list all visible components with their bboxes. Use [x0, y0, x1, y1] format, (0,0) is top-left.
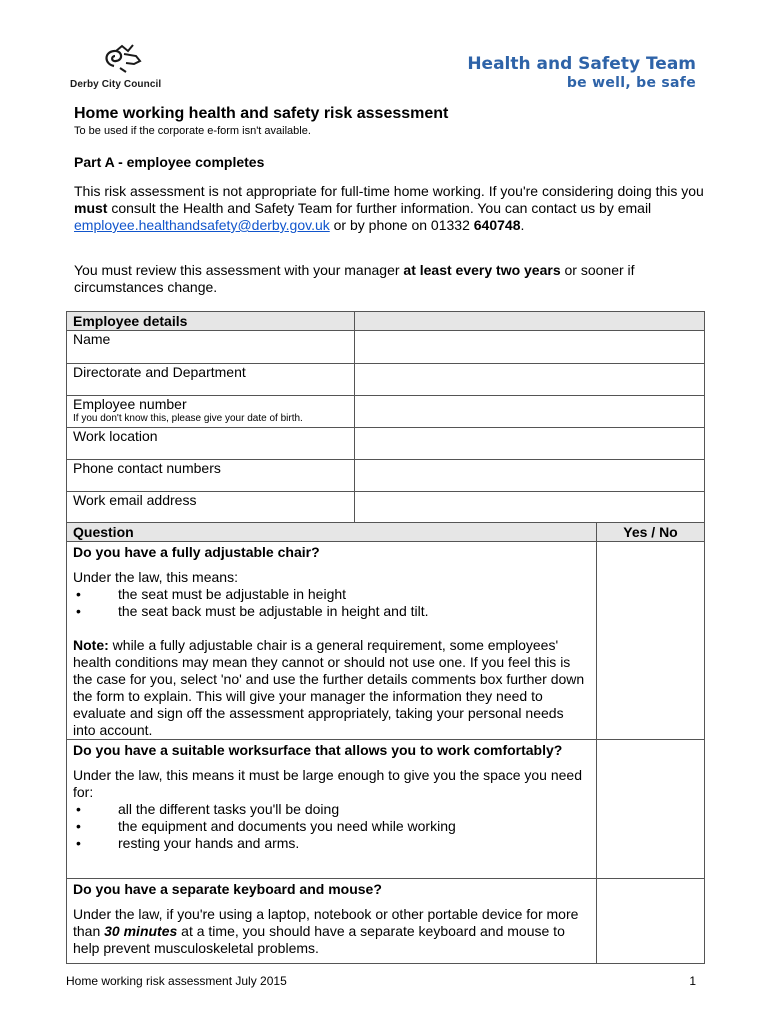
answer-keyboard[interactable] — [597, 879, 705, 964]
footer-text: Home working risk assessment July 2015 — [66, 974, 287, 988]
document-subtitle: To be used if the corporate e-form isn't available. — [74, 125, 311, 137]
intro-text-3: or by phone on 01332 — [329, 217, 474, 233]
page-number: 1 — [689, 974, 696, 988]
bullet-list — [73, 586, 590, 620]
team-tagline: be well, be safe — [566, 75, 696, 91]
question-row-keyboard — [67, 879, 705, 964]
question-text — [73, 906, 590, 957]
list-item: • the seat must be adjustable in height — [73, 586, 590, 603]
ram-logo-icon — [100, 42, 144, 76]
intro-text-4: . — [520, 217, 525, 233]
note-text: while a fully adjustable chair is a general requirement, some employees' health conditions may mean they cannot or should not use one. If you feel this is the case for you, select 'no' and use the further details comments box further down the form to explain. This will give your manager the information they need to evaluate and sign off the assessment appropriately, taking your personal needs into account. — [73, 637, 585, 738]
work-location-field[interactable] — [355, 428, 705, 460]
review-period: at least every two years — [403, 262, 561, 278]
table-row — [67, 428, 705, 460]
review-text-2: or sooner if circumstances change. — [74, 262, 635, 295]
question-intro: Under the law, this means it must be large enough to give you the space you need for: — [73, 767, 582, 800]
duration-emphasis: 30 minutes — [104, 923, 178, 939]
phone-field[interactable] — [355, 460, 705, 492]
question-text-b: at a time, you should have a separate keyboard and mouse to help prevent musculoskeletal problems. — [73, 923, 565, 956]
phone-number: 640748 — [473, 217, 521, 233]
work-location-label: Work location — [67, 428, 355, 460]
employee-number-label: Employee number — [73, 396, 187, 412]
phone-label: Phone contact numbers — [67, 460, 355, 492]
employee-details-heading: Employee details — [67, 312, 355, 331]
table-row — [67, 364, 705, 396]
name-label: Name — [67, 331, 355, 364]
question-title: Do you have a fully adjustable chair? — [73, 544, 320, 560]
table-row — [67, 331, 705, 364]
team-name: Health and Safety Team — [467, 54, 696, 74]
list-item: • all the different tasks you'll be doing — [73, 801, 590, 818]
table-row — [67, 396, 705, 428]
part-a-heading: Part A - employee completes — [74, 154, 265, 170]
question-note — [73, 637, 590, 739]
bullet-list — [73, 801, 590, 852]
table-row — [67, 460, 705, 492]
document-title: Home working health and safety risk assessment — [74, 105, 449, 122]
questions-header — [67, 523, 705, 542]
answer-worksurface[interactable] — [597, 740, 705, 879]
question-worksurface — [67, 740, 597, 879]
intro-text-2: consult the Health and Safety Team for further information. You can contact us by email — [107, 200, 652, 216]
directorate-label: Directorate and Department — [67, 364, 355, 396]
question-text-a: Under the law, if you're using a laptop, notebook or other portable device for more than — [73, 906, 579, 939]
question-chair — [67, 542, 597, 740]
council-name: Derby City Council — [70, 79, 162, 90]
questions-table — [66, 522, 705, 964]
intro-must: must — [74, 200, 108, 216]
question-keyboard — [67, 879, 597, 964]
list-item: • the equipment and documents you need while working — [73, 818, 590, 835]
list-item: • the seat back must be adjustable in height and tilt. — [73, 603, 590, 620]
employee-details-header — [67, 312, 705, 331]
note-label: Note: — [73, 637, 109, 653]
intro-paragraph-2 — [74, 262, 704, 296]
yes-no-column-heading: Yes / No — [597, 523, 705, 542]
question-row-chair — [67, 542, 705, 740]
name-field[interactable] — [355, 331, 705, 364]
question-row-worksurface — [67, 740, 705, 879]
email-label: Work email address — [67, 492, 355, 524]
question-intro: Under the law, this means: — [73, 569, 238, 585]
employee-number-note: If you don't know this, please give your date of birth. — [73, 413, 303, 424]
question-column-heading: Question — [67, 523, 597, 542]
intro-paragraph-1 — [74, 183, 704, 234]
intro-text: This risk assessment is not appropriate for full-time home working. If you're considering doing this you — [74, 183, 704, 199]
list-item: • resting your hands and arms. — [73, 835, 590, 852]
email-field[interactable] — [355, 492, 705, 524]
email-link[interactable]: employee.healthandsafety@derby.gov.uk — [74, 217, 330, 233]
question-title: Do you have a separate keyboard and mouse? — [73, 881, 382, 897]
team-header — [467, 54, 696, 92]
employee-number-cell — [67, 396, 355, 428]
review-text: You must review this assessment with your manager — [74, 262, 404, 278]
answer-chair[interactable] — [597, 542, 705, 740]
table-row — [67, 492, 705, 524]
directorate-field[interactable] — [355, 364, 705, 396]
council-logo — [70, 42, 180, 94]
page-footer — [66, 974, 696, 988]
employee-number-field[interactable] — [355, 396, 705, 428]
question-title: Do you have a suitable worksurface that allows you to work comfortably? — [73, 742, 563, 758]
employee-details-table — [66, 311, 705, 524]
